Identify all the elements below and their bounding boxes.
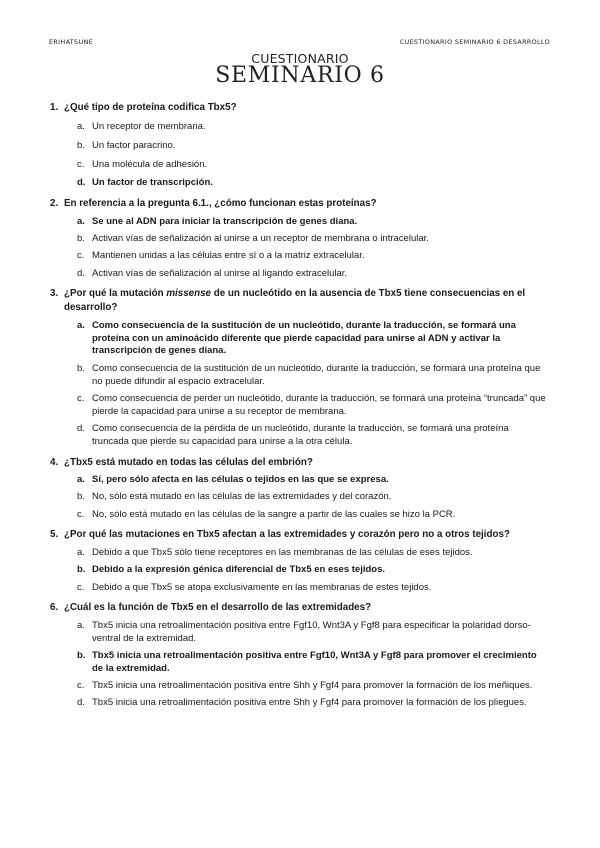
option-letter: d. — [77, 697, 85, 709]
question-text: ¿Tbx5 está mutado en todas las células del embrión? — [64, 456, 313, 468]
question-text-part: de un nucleótido en la ausencia de Tbx5 tiene consecuencias en el desarrollo? — [64, 288, 526, 314]
page-title: SEMINARIO 6 — [215, 63, 385, 88]
option-letter: a. — [77, 546, 85, 558]
question-text: En referencia a la pregunta 6.1., ¿cómo funcionan estas proteínas? — [64, 198, 377, 210]
question-text-italic: missense — [166, 288, 212, 300]
option-text: Tbx5 inicia una retroalimentación positiva entre Fgf10, Wnt3A y Fgf8 para promover el crecimiento de la extremidad. — [92, 649, 537, 674]
option-letter: a. — [77, 319, 85, 331]
option-list — [64, 547, 548, 594]
option-text: Tbx5 inicia una retroalimentación positiva entre Shh y Fgf4 para promover la formación de los pliegues. — [92, 697, 527, 709]
header-author: ERIHATSUNE — [49, 38, 93, 46]
option-letter: c. — [77, 581, 85, 593]
option-text: Sí, pero sólo afecta en las células o tejidos en las que se expresa. — [92, 474, 389, 486]
option-text: Se une al ADN para iniciar la transcripción de genes diana. — [92, 215, 358, 227]
option-c — [64, 393, 548, 419]
option-list — [64, 121, 548, 190]
question-3 — [0, 287, 600, 448]
option-text: Como consecuencia de la sustitución de un nucleótido, durante la traducción, se formará una proteína que no puede difundir al espacio extracelular. — [92, 362, 541, 387]
option-c — [64, 250, 548, 263]
option-letter: a. — [77, 474, 85, 486]
page-pretitle: CUESTIONARIO — [251, 51, 349, 66]
option-text: Activan vías de señalización al unirse al ligando extracelular. — [92, 267, 348, 279]
question-text: ¿Por qué las mutaciones en Tbx5 afectan a las extremidades y corazón pero no a otros tejidos? — [64, 529, 510, 541]
header-document-title: CUESTIONARIO SEMINARIO 6 DESARROLLO — [399, 38, 550, 46]
option-text: Mantienen unidas a las células entre sí o a la matriz extracelular. — [92, 250, 365, 262]
question-2 — [0, 197, 600, 280]
option-letter: c. — [77, 508, 85, 520]
option-b — [64, 140, 548, 153]
option-letter: d. — [77, 422, 85, 434]
option-c — [64, 582, 548, 595]
option-text: Como consecuencia de perder un nucleótido, durante la traducción, se formará una proteína “truncada” que pierde la capacidad para unirse a su receptor de membrana. — [92, 392, 546, 417]
option-d — [64, 697, 548, 710]
question-text — [64, 287, 548, 315]
option-b — [64, 363, 548, 389]
option-a — [64, 547, 548, 560]
option-text: Como consecuencia de la pérdida de un nucleótido, durante la traducción, se formará una proteína truncada que pierde su capacidad para unirse a la otra célula. — [92, 422, 509, 447]
option-text: Debido a la expresión génica diferencial de Tbx5 en eses tejidos. — [92, 564, 386, 576]
option-text: Tbx5 inicia una retroalimentación positiva entre Shh y Fgf4 para promover la formación de los meñiques. — [92, 680, 533, 692]
option-text: Un factor paracrino. — [92, 139, 176, 151]
option-c — [64, 509, 548, 522]
option-letter: b. — [77, 232, 85, 244]
option-text: No, sólo está mutado en las células de las extremidades y del corazón. — [92, 491, 392, 503]
option-b-correct — [64, 650, 548, 676]
option-a-correct — [64, 216, 548, 229]
option-letter: b. — [77, 649, 86, 661]
option-list — [64, 216, 548, 281]
question-text-part: ¿Por qué la mutación — [64, 288, 167, 300]
option-text: Una molécula de adhesión. — [92, 158, 208, 170]
option-letter: c. — [77, 680, 85, 692]
option-letter: d. — [77, 267, 85, 279]
option-text: Debido a que Tbx5 sólo tiene receptores en las membranas de las células de eses tejidos. — [92, 546, 473, 558]
question-1 — [0, 101, 600, 190]
option-text: Un factor de transcripción. — [92, 177, 213, 189]
option-letter: b. — [77, 139, 85, 151]
option-letter: c. — [77, 392, 85, 404]
option-d — [64, 268, 548, 281]
option-letter: b. — [77, 491, 85, 503]
option-b-correct — [64, 564, 548, 577]
option-letter: b. — [77, 564, 86, 576]
question-number: 3. — [50, 288, 59, 300]
option-text: Debido a que Tbx5 se atopa exclusivamente en las membranas de estes tejidos. — [92, 581, 432, 593]
option-text: Activan vías de señalización al unirse a un receptor de membrana o intracelular. — [92, 232, 429, 244]
option-d — [64, 423, 548, 449]
option-letter: b. — [77, 362, 85, 374]
option-a-correct — [64, 320, 548, 358]
question-number: 2. — [50, 198, 59, 210]
option-list — [64, 320, 548, 449]
option-list — [64, 474, 548, 521]
option-d-correct — [64, 177, 548, 190]
question-number: 6. — [50, 602, 59, 614]
option-b — [64, 233, 548, 246]
option-b — [64, 491, 548, 504]
option-text: Tbx5 inicia una retroalimentación positiva entre Fgf10, Wnt3A y Fgf8 para especificar la polaridad dorso-ventral de la extremidad. — [92, 619, 531, 644]
option-letter: a. — [77, 121, 85, 132]
option-list — [64, 620, 548, 710]
option-letter: c. — [77, 158, 85, 170]
option-text: No, sólo está mutado en las células de la sangre a partir de las cuales se hizo la PCR. — [92, 508, 456, 520]
option-letter: c. — [77, 250, 85, 262]
question-6 — [0, 601, 600, 710]
question-number: 5. — [50, 529, 59, 541]
option-a — [64, 121, 548, 134]
question-text: ¿Qué tipo de proteína codifica Tbx5? — [64, 102, 237, 113]
option-letter: d. — [77, 177, 86, 189]
option-letter: a. — [77, 619, 85, 631]
question-5 — [0, 528, 600, 594]
question-text: ¿Cuál es la función de Tbx5 en el desarrollo de las extremidades? — [64, 602, 372, 614]
option-c — [64, 680, 548, 693]
option-a — [64, 620, 548, 646]
option-a-correct — [64, 474, 548, 487]
option-c — [64, 159, 548, 172]
question-number: 4. — [50, 456, 59, 468]
question-4 — [0, 456, 600, 522]
option-text: Como consecuencia de la sustitución de un nucleótido, durante la traducción, se formará una proteína con un aminoácido diferente que pierde capacidad para unirse al ADN y activar la transcripción de genes diana. — [92, 319, 516, 357]
option-letter: a. — [77, 215, 85, 227]
question-number: 1. — [50, 102, 59, 113]
question-list — [0, 101, 600, 710]
option-text: Un receptor de membrana. — [92, 121, 206, 132]
